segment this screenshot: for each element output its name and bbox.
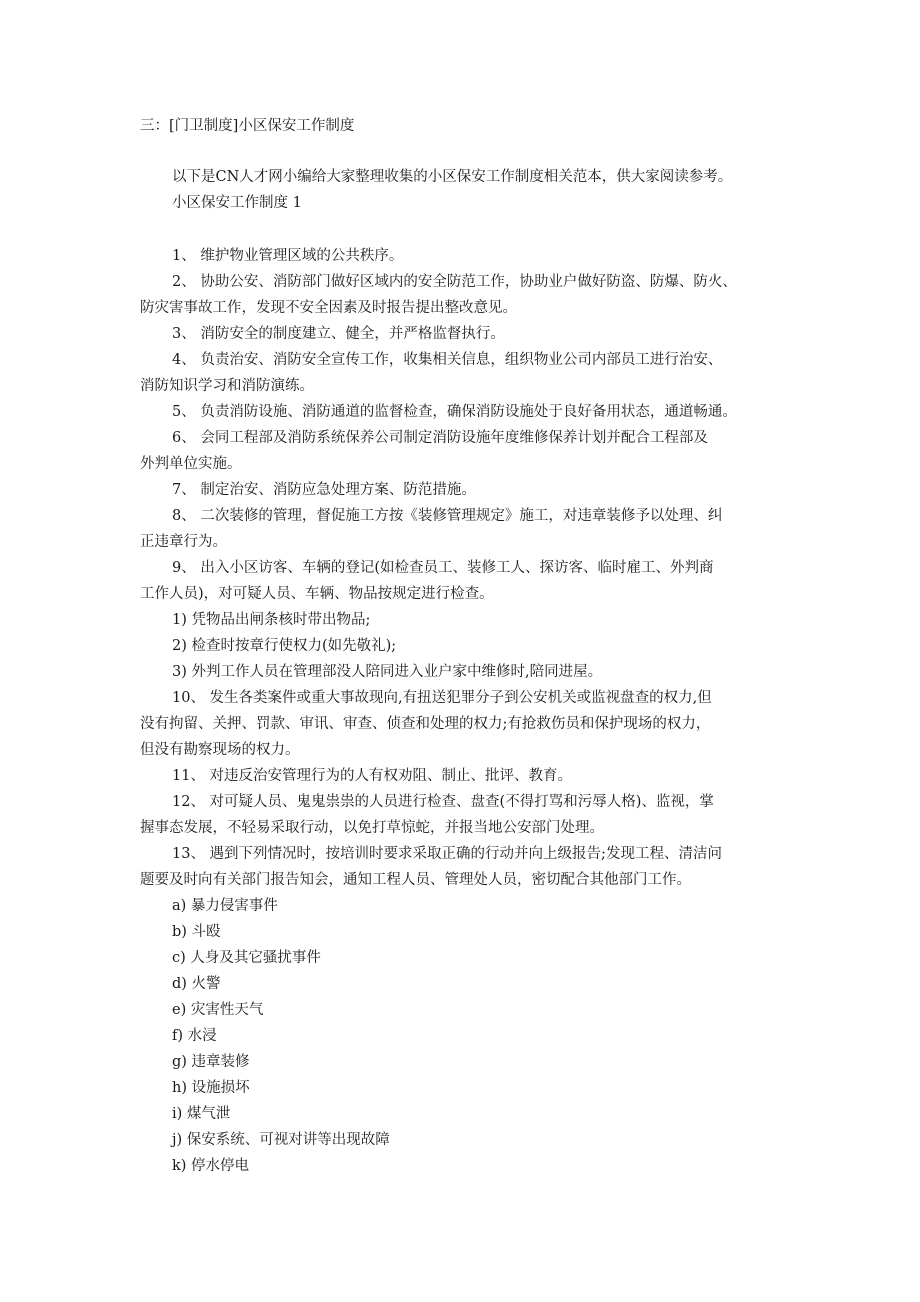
list-item: 8、 二次装修的管理，督促施工方按《装修管理规定》施工，对违章装修予以处理、纠 正违章行为。 xyxy=(140,508,723,550)
list-item: 2、 协助公安、消防部门做好区域内的安全防范工作，协助业户做好防盗、防爆、防火、 防灾害事故工作，发现不安全因素及时报告提出整改意见。 xyxy=(140,274,737,316)
sub-item: d) 火警 xyxy=(172,976,221,992)
sub-item: h) 设施损坏 xyxy=(172,1080,250,1096)
section-heading: 三：[门卫制度]小区保安工作制度 xyxy=(140,118,355,134)
list-item: 10、 发生各类案件或重大事故现向,有扭送犯罪分子到公安机关或监视盘查的权力,但 没有拘留、关押、罚款、审讯、审查、侦查和处理的权力;有抢救伤员和保护现场的权力， 但没有勘察现场的权力。 xyxy=(140,690,712,758)
intro-text: 以下是CN人才网小编给大家整理收集的小区保安工作制度相关范本，供大家阅读参考。 xyxy=(172,169,733,185)
sub-item: k) 停水停电 xyxy=(172,1158,250,1174)
sub-item: 1) 凭物品出闸条核时带出物品; xyxy=(172,612,371,628)
subsection-title: 小区保安工作制度 1 xyxy=(172,195,302,211)
list-item: 7、 制定治安、消防应急处理方案、防范措施。 xyxy=(172,482,476,498)
sub-item: c) 人身及其它骚扰事件 xyxy=(172,950,321,966)
list-item: 5、 负责消防设施、消防通道的监督检查，确保消防设施处于良好备用状态，通道畅通。 xyxy=(172,404,737,420)
list-item: 13、 遇到下列情况时，按培训时要求采取正确的行动并向上级报告;发现工程、清洁问 题要及时向有关部门报告知会，通知工程人员、管理处人员，密切配合其他部门工作。 xyxy=(140,846,722,888)
sub-item: 3) 外判工作人员在管理部没人陪同进入业户家中维修时,陪同进屋。 xyxy=(172,664,603,680)
list-item: 11、 对违反治安管理行为的人有权劝阻、制止、批评、教育。 xyxy=(172,768,573,784)
sub-item: e) 灾害性天气 xyxy=(172,1002,264,1018)
list-item: 9、 出入小区访客、车辆的登记(如检查员工、装修工人、探访客、临时雇工、外判商 工作人员)，对可疑人员、车辆、物品按规定进行检查。 xyxy=(140,560,714,602)
sub-item: f) 水浸 xyxy=(172,1028,217,1044)
list-item: 1、 维护物业管理区域的公共秩序。 xyxy=(172,248,404,264)
list-item: 3、 消防安全的制度建立、健全，并严格监督执行。 xyxy=(172,326,505,342)
sub-item: i) 煤气泄 xyxy=(172,1106,231,1122)
sub-item: a) 暴力侵害事件 xyxy=(172,898,278,914)
sub-item: 2) 检查时按章行使权力(如先敬礼); xyxy=(172,638,397,654)
sub-item: j) 保安系统、可视对讲等出现故障 xyxy=(172,1132,390,1148)
sub-item: g) 违章装修 xyxy=(172,1054,250,1070)
list-item: 6、 会同工程部及消防系统保养公司制定消防设施年度维修保养计划并配合工程部及 外判单位实施。 xyxy=(140,430,708,472)
list-item: 12、 对可疑人员、鬼鬼祟祟的人员进行检查、盘查(不得打骂和污辱人格)、监视，掌 握事态发展，不轻易采取行动，以免打草惊蛇，并报当地公安部门处理。 xyxy=(140,794,714,836)
sub-item: b) 斗殴 xyxy=(172,924,221,940)
list-item: 4、 负责治安、消防安全宣传工作，收集相关信息，组织物业公司内部员工进行治安、 消防知识学习和消防演练。 xyxy=(140,352,723,394)
